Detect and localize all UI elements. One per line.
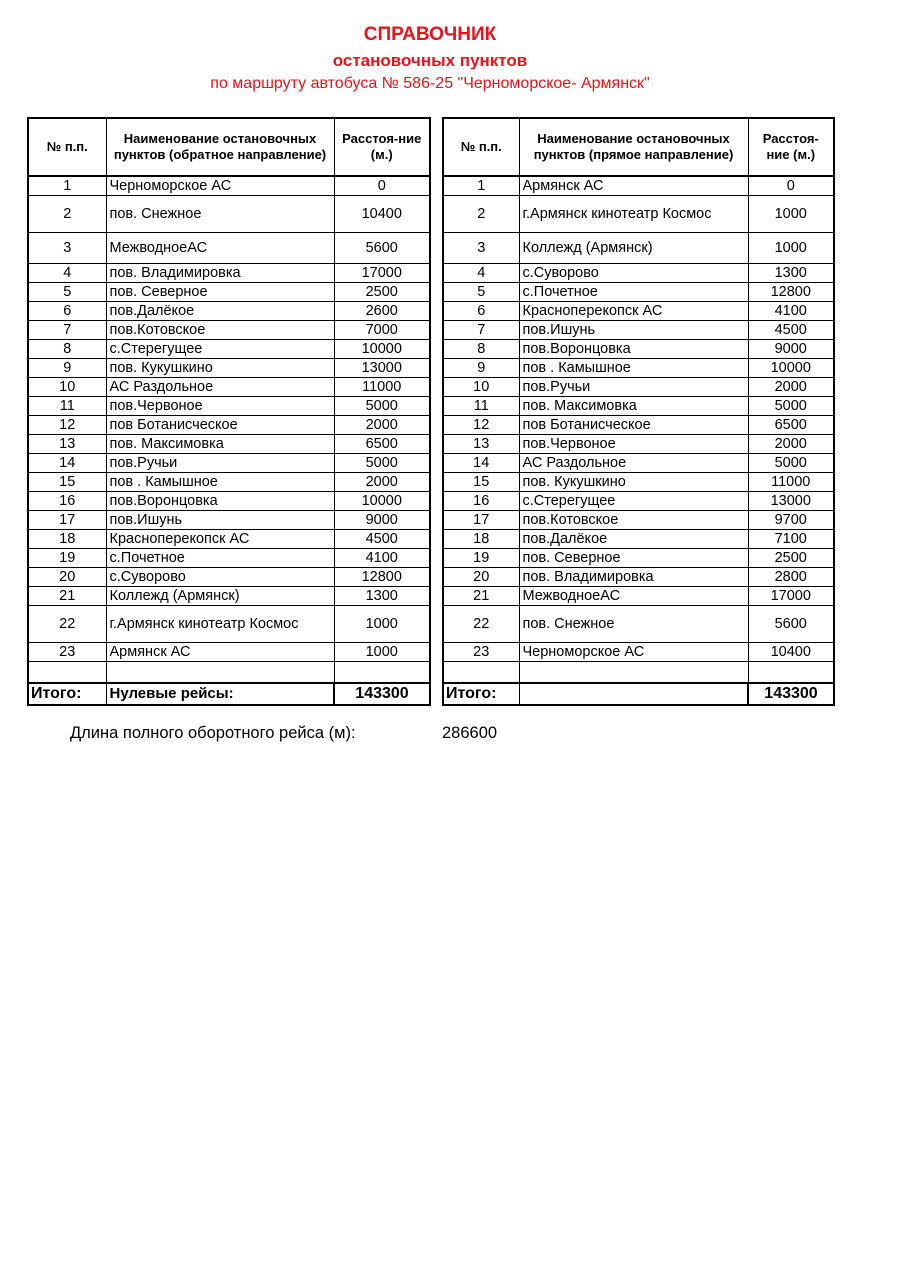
header-distance: Расстоя-ние (м.) bbox=[334, 118, 430, 176]
table-row bbox=[443, 195, 834, 232]
table-row bbox=[443, 377, 834, 396]
stop-name: пов Ботанисческое bbox=[519, 415, 748, 434]
stop-name: с.Стерегущее bbox=[106, 339, 334, 358]
stop-distance: 10400 bbox=[748, 642, 834, 661]
reverse-direction-table bbox=[27, 117, 431, 706]
table-row bbox=[28, 176, 430, 195]
stop-distance: 9000 bbox=[334, 510, 430, 529]
table-row bbox=[28, 510, 430, 529]
stop-number: 14 bbox=[443, 453, 519, 472]
table-row bbox=[28, 567, 430, 586]
table-row bbox=[28, 605, 430, 642]
stop-name: пов.Ишунь bbox=[106, 510, 334, 529]
stop-number: 7 bbox=[28, 320, 106, 339]
stop-number: 19 bbox=[443, 548, 519, 567]
stop-number: 13 bbox=[443, 434, 519, 453]
stop-name: Коллежд (Армянск) bbox=[519, 232, 748, 263]
table-row bbox=[28, 282, 430, 301]
empty-row bbox=[28, 661, 430, 683]
stop-name: пов.Воронцовка bbox=[106, 491, 334, 510]
document-title: СПРАВОЧНИК bbox=[363, 24, 497, 45]
stop-name: Черноморское АС bbox=[106, 176, 334, 195]
stop-number: 5 bbox=[443, 282, 519, 301]
stop-name: Красноперекопск АС bbox=[106, 529, 334, 548]
stop-number: 23 bbox=[443, 642, 519, 661]
stop-number: 3 bbox=[443, 232, 519, 263]
table-row bbox=[443, 453, 834, 472]
table-row bbox=[443, 176, 834, 195]
stop-distance: 7100 bbox=[748, 529, 834, 548]
stop-distance: 1300 bbox=[748, 263, 834, 282]
stop-number: 17 bbox=[443, 510, 519, 529]
table-row bbox=[443, 282, 834, 301]
stop-name: с.Почетное bbox=[106, 548, 334, 567]
stop-number: 16 bbox=[443, 491, 519, 510]
stop-number: 19 bbox=[28, 548, 106, 567]
stop-distance: 2000 bbox=[748, 377, 834, 396]
stop-distance: 2500 bbox=[748, 548, 834, 567]
table-row bbox=[443, 434, 834, 453]
stop-distance: 4500 bbox=[748, 320, 834, 339]
stop-distance: 2000 bbox=[334, 415, 430, 434]
stop-name: пов.Воронцовка bbox=[519, 339, 748, 358]
header-number: № п.п. bbox=[28, 118, 106, 176]
stop-number: 11 bbox=[28, 396, 106, 415]
stop-distance: 9700 bbox=[748, 510, 834, 529]
stop-name: пов. Максимовка bbox=[106, 434, 334, 453]
table-row bbox=[443, 301, 834, 320]
empty-row bbox=[443, 661, 834, 683]
stop-distance: 1300 bbox=[334, 586, 430, 605]
table-row bbox=[443, 548, 834, 567]
stop-name: МежводноеАС bbox=[106, 232, 334, 263]
stop-number: 15 bbox=[28, 472, 106, 491]
stop-name: пов . Камышное bbox=[519, 358, 748, 377]
stop-name: Армянск АС bbox=[519, 176, 748, 195]
stop-name: Красноперекопск АС bbox=[519, 301, 748, 320]
stop-distance: 2000 bbox=[334, 472, 430, 491]
stop-distance: 1000 bbox=[748, 195, 834, 232]
total-value: 143300 bbox=[748, 683, 834, 705]
stop-number: 4 bbox=[28, 263, 106, 282]
stop-name: пов.Ручьи bbox=[106, 453, 334, 472]
table-row bbox=[443, 529, 834, 548]
stop-name: пов. Владимировка bbox=[519, 567, 748, 586]
route-caption: по маршруту автобуса № 586-25 "Черноморское- Армянск" bbox=[210, 75, 650, 92]
stop-number: 4 bbox=[443, 263, 519, 282]
stop-distance: 4100 bbox=[334, 548, 430, 567]
stop-name: пов.Ишунь bbox=[519, 320, 748, 339]
stop-number: 2 bbox=[28, 195, 106, 232]
stop-distance: 10000 bbox=[334, 491, 430, 510]
table-row bbox=[443, 491, 834, 510]
stop-number: 6 bbox=[443, 301, 519, 320]
table-row bbox=[443, 339, 834, 358]
stop-name: пов.Червоное bbox=[519, 434, 748, 453]
table-row bbox=[443, 586, 834, 605]
stop-number: 20 bbox=[28, 567, 106, 586]
stop-number: 3 bbox=[28, 232, 106, 263]
stop-distance: 5000 bbox=[334, 453, 430, 472]
stop-distance: 7000 bbox=[334, 320, 430, 339]
stop-number: 17 bbox=[28, 510, 106, 529]
stop-distance: 0 bbox=[748, 176, 834, 195]
stop-number: 11 bbox=[443, 396, 519, 415]
stop-number: 6 bbox=[28, 301, 106, 320]
total-label: Итого: bbox=[28, 683, 106, 705]
stop-distance: 10400 bbox=[334, 195, 430, 232]
stop-name: пов.Далёкое bbox=[519, 529, 748, 548]
round-trip-length-label: Длина полного оборотного рейса (м): bbox=[70, 724, 356, 742]
stop-number: 9 bbox=[28, 358, 106, 377]
stop-number: 13 bbox=[28, 434, 106, 453]
forward-table-body bbox=[443, 176, 834, 661]
stop-distance: 13000 bbox=[748, 491, 834, 510]
table-row bbox=[443, 396, 834, 415]
stop-number: 16 bbox=[28, 491, 106, 510]
forward-direction-table bbox=[442, 117, 835, 706]
table-row bbox=[28, 415, 430, 434]
stop-distance: 0 bbox=[334, 176, 430, 195]
table-row bbox=[443, 263, 834, 282]
stop-name: пов.Котовское bbox=[519, 510, 748, 529]
stop-distance: 6500 bbox=[334, 434, 430, 453]
stop-name: пов Ботанисческое bbox=[106, 415, 334, 434]
stop-name: пов.Далёкое bbox=[106, 301, 334, 320]
stop-distance: 1000 bbox=[334, 642, 430, 661]
table-row bbox=[443, 567, 834, 586]
table-row bbox=[28, 642, 430, 661]
total-row bbox=[443, 683, 834, 705]
stop-number: 12 bbox=[443, 415, 519, 434]
table-row bbox=[443, 320, 834, 339]
table-row bbox=[443, 605, 834, 642]
stop-distance: 17000 bbox=[748, 586, 834, 605]
table-row bbox=[443, 232, 834, 263]
stop-number: 22 bbox=[28, 605, 106, 642]
stop-name: с.Суворово bbox=[519, 263, 748, 282]
stop-distance: 12800 bbox=[334, 567, 430, 586]
table-row bbox=[28, 434, 430, 453]
stop-distance: 2800 bbox=[748, 567, 834, 586]
header-stop-name: Наименование остановочных пунктов (обратное направление) bbox=[106, 118, 334, 176]
stop-number: 10 bbox=[28, 377, 106, 396]
total-row bbox=[28, 683, 430, 705]
stop-name: пов.Котовское bbox=[106, 320, 334, 339]
total-label: Итого: bbox=[443, 683, 519, 705]
stop-distance: 2000 bbox=[748, 434, 834, 453]
stop-name: пов. Кукушкино bbox=[106, 358, 334, 377]
stop-number: 2 bbox=[443, 195, 519, 232]
stop-name: Армянск АС bbox=[106, 642, 334, 661]
stop-name: пов. Северное bbox=[106, 282, 334, 301]
stop-number: 15 bbox=[443, 472, 519, 491]
stop-name: АС Раздольное bbox=[106, 377, 334, 396]
stop-distance: 11000 bbox=[748, 472, 834, 491]
stop-name: пов. Владимировка bbox=[106, 263, 334, 282]
stop-name: пов. Снежное bbox=[519, 605, 748, 642]
table-row bbox=[28, 320, 430, 339]
stop-number: 18 bbox=[443, 529, 519, 548]
stop-number: 8 bbox=[443, 339, 519, 358]
table-row bbox=[28, 472, 430, 491]
table-row bbox=[443, 510, 834, 529]
table-row bbox=[443, 642, 834, 661]
stop-number: 14 bbox=[28, 453, 106, 472]
stop-name: пов. Кукушкино bbox=[519, 472, 748, 491]
stop-distance: 2500 bbox=[334, 282, 430, 301]
stop-distance: 10000 bbox=[748, 358, 834, 377]
table-row bbox=[28, 339, 430, 358]
stop-name: пов. Максимовка bbox=[519, 396, 748, 415]
stop-distance: 6500 bbox=[748, 415, 834, 434]
stop-distance: 10000 bbox=[334, 339, 430, 358]
header-number: № п.п. bbox=[443, 118, 519, 176]
stop-number: 20 bbox=[443, 567, 519, 586]
stop-distance: 5000 bbox=[334, 396, 430, 415]
stop-name: с.Стерегущее bbox=[519, 491, 748, 510]
stop-name: АС Раздольное bbox=[519, 453, 748, 472]
stop-name: МежводноеАС bbox=[519, 586, 748, 605]
stop-distance: 5600 bbox=[748, 605, 834, 642]
stop-distance: 5000 bbox=[748, 453, 834, 472]
stop-number: 23 bbox=[28, 642, 106, 661]
stop-distance: 9000 bbox=[748, 339, 834, 358]
stop-number: 8 bbox=[28, 339, 106, 358]
stop-number: 10 bbox=[443, 377, 519, 396]
round-trip-length-value: 286600 bbox=[442, 724, 498, 742]
stop-number: 21 bbox=[28, 586, 106, 605]
reverse-table-body bbox=[28, 176, 430, 661]
stop-name: с.Почетное bbox=[519, 282, 748, 301]
stop-distance: 5000 bbox=[748, 396, 834, 415]
stop-name: пов. Снежное bbox=[106, 195, 334, 232]
stop-number: 7 bbox=[443, 320, 519, 339]
stop-name: пов. Северное bbox=[519, 548, 748, 567]
table-row bbox=[28, 548, 430, 567]
table-row bbox=[28, 195, 430, 232]
table-row bbox=[28, 586, 430, 605]
stop-distance: 11000 bbox=[334, 377, 430, 396]
stop-number: 22 bbox=[443, 605, 519, 642]
stop-name: пов.Червоное bbox=[106, 396, 334, 415]
stop-distance: 12800 bbox=[748, 282, 834, 301]
stop-number: 18 bbox=[28, 529, 106, 548]
table-row bbox=[28, 453, 430, 472]
table-row bbox=[28, 529, 430, 548]
table-row bbox=[28, 232, 430, 263]
stop-name: Черноморское АС bbox=[519, 642, 748, 661]
stop-name: г.Армянск кинотеатр Космос bbox=[519, 195, 748, 232]
stop-distance: 1000 bbox=[748, 232, 834, 263]
stop-distance: 4100 bbox=[748, 301, 834, 320]
table-row bbox=[443, 415, 834, 434]
total-note: Нулевые рейсы: bbox=[106, 683, 334, 705]
stop-name: г.Армянск кинотеатр Космос bbox=[106, 605, 334, 642]
table-row bbox=[28, 377, 430, 396]
stop-distance: 13000 bbox=[334, 358, 430, 377]
stop-name: пов.Ручьи bbox=[519, 377, 748, 396]
stop-number: 1 bbox=[443, 176, 519, 195]
table-row bbox=[28, 396, 430, 415]
table-row bbox=[28, 491, 430, 510]
stop-distance: 17000 bbox=[334, 263, 430, 282]
stop-distance: 5600 bbox=[334, 232, 430, 263]
stop-number: 12 bbox=[28, 415, 106, 434]
stop-name: с.Суворово bbox=[106, 567, 334, 586]
total-value: 143300 bbox=[334, 683, 430, 705]
stop-number: 1 bbox=[28, 176, 106, 195]
stop-number: 9 bbox=[443, 358, 519, 377]
table-row bbox=[443, 472, 834, 491]
header-stop-name: Наименование остановочных пунктов (прямое направление) bbox=[519, 118, 748, 176]
total-note bbox=[519, 683, 748, 705]
table-row bbox=[443, 358, 834, 377]
header-distance: Расстоя-ние (м.) bbox=[748, 118, 834, 176]
stop-distance: 2600 bbox=[334, 301, 430, 320]
table-row bbox=[28, 358, 430, 377]
stop-name: Коллежд (Армянск) bbox=[106, 586, 334, 605]
stop-name: пов . Камышное bbox=[106, 472, 334, 491]
stop-number: 5 bbox=[28, 282, 106, 301]
stop-number: 21 bbox=[443, 586, 519, 605]
stop-distance: 4500 bbox=[334, 529, 430, 548]
table-row bbox=[28, 263, 430, 282]
table-row bbox=[28, 301, 430, 320]
document-subtitle: остановочных пунктов bbox=[332, 51, 528, 70]
stop-distance: 1000 bbox=[334, 605, 430, 642]
